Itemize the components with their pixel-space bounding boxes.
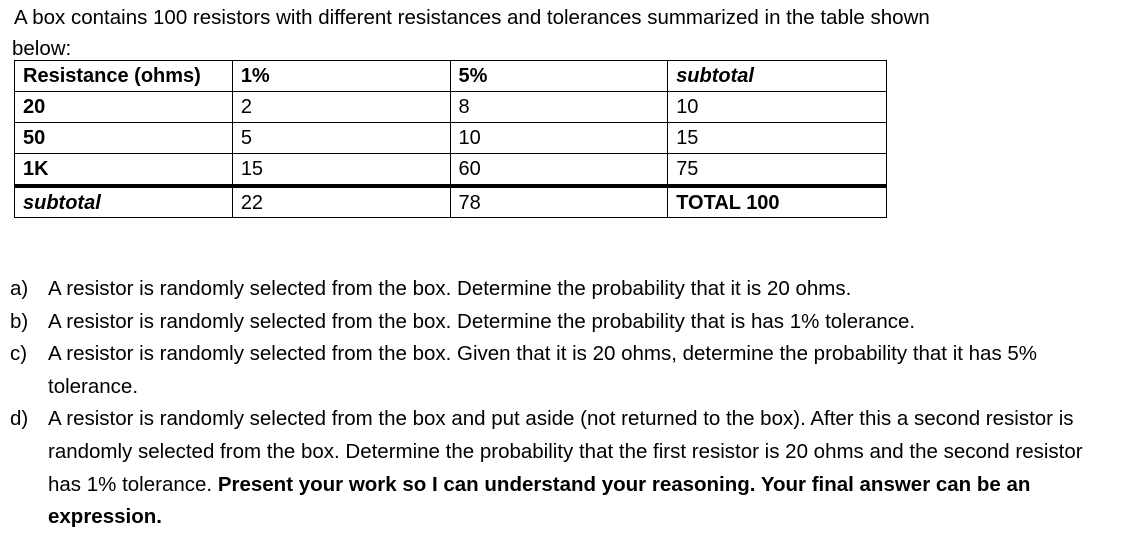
question-b <box>10 306 1110 339</box>
header-subtotal: subtotal <box>668 61 887 92</box>
table-row <box>15 154 887 187</box>
question-list <box>10 273 1110 534</box>
intro-line-2: below: <box>12 37 72 60</box>
resistor-table <box>14 60 887 218</box>
question-a <box>10 273 1110 306</box>
table-row <box>15 92 887 123</box>
table-cell: 8 <box>450 92 668 123</box>
question-label: d) <box>10 407 29 431</box>
row-label: 20 <box>15 92 233 123</box>
intro-line-1: A box contains 100 resistors with different resistances and tolerances summarized in the table shown <box>14 6 930 29</box>
table-cell: 75 <box>668 154 887 187</box>
table-cell: 15 <box>232 154 450 187</box>
question-text: A resistor is randomly selected from the box. Determine the probability that it is 20 ohms. <box>48 277 852 300</box>
question-text: A resistor is randomly selected from the box. Determine the probability that is has 1% tolerance. <box>48 309 916 333</box>
total-cell: 78 <box>450 186 668 218</box>
question-label: a) <box>10 277 29 300</box>
total-row-label: subtotal <box>15 186 233 218</box>
question-text: A resistor is randomly selected from the box. Given that it is 20 ohms, determine the probability that it has 5% tolerance. <box>48 342 1038 398</box>
table-cell: 60 <box>450 154 668 187</box>
intro-paragraph <box>12 2 1092 64</box>
header-resistance: Resistance (ohms) <box>15 61 233 92</box>
question-label: b) <box>10 309 29 333</box>
table-total-row <box>15 186 887 218</box>
question-label: c) <box>10 342 28 366</box>
table-cell: 10 <box>668 92 887 123</box>
question-text: A resistor is randomly selected from the box and put aside (not returned to the box). After this a second resistor is randomly selected from the box. Determine the probability that the first resistor is 20 ohms and the second resistor has 1% tolerance. <box>48 407 1083 496</box>
table-header-row <box>15 61 887 92</box>
grand-total-cell: TOTAL 100 <box>668 186 887 218</box>
question-body <box>48 403 1110 533</box>
header-1-percent: 1% <box>232 61 450 92</box>
question-c <box>10 338 1110 403</box>
total-cell: 22 <box>232 186 450 218</box>
row-label: 50 <box>15 123 233 154</box>
table-cell: 2 <box>232 92 450 123</box>
table-cell: 15 <box>668 123 887 154</box>
question-instruction: Present your work so I can understand your reasoning. Your final answer can be an expression. <box>48 472 1031 529</box>
row-label: 1K <box>15 154 233 187</box>
table-cell: 5 <box>232 123 450 154</box>
table-cell: 10 <box>450 123 668 154</box>
table-row <box>15 123 887 154</box>
question-d <box>10 403 1110 533</box>
header-5-percent: 5% <box>450 61 668 92</box>
